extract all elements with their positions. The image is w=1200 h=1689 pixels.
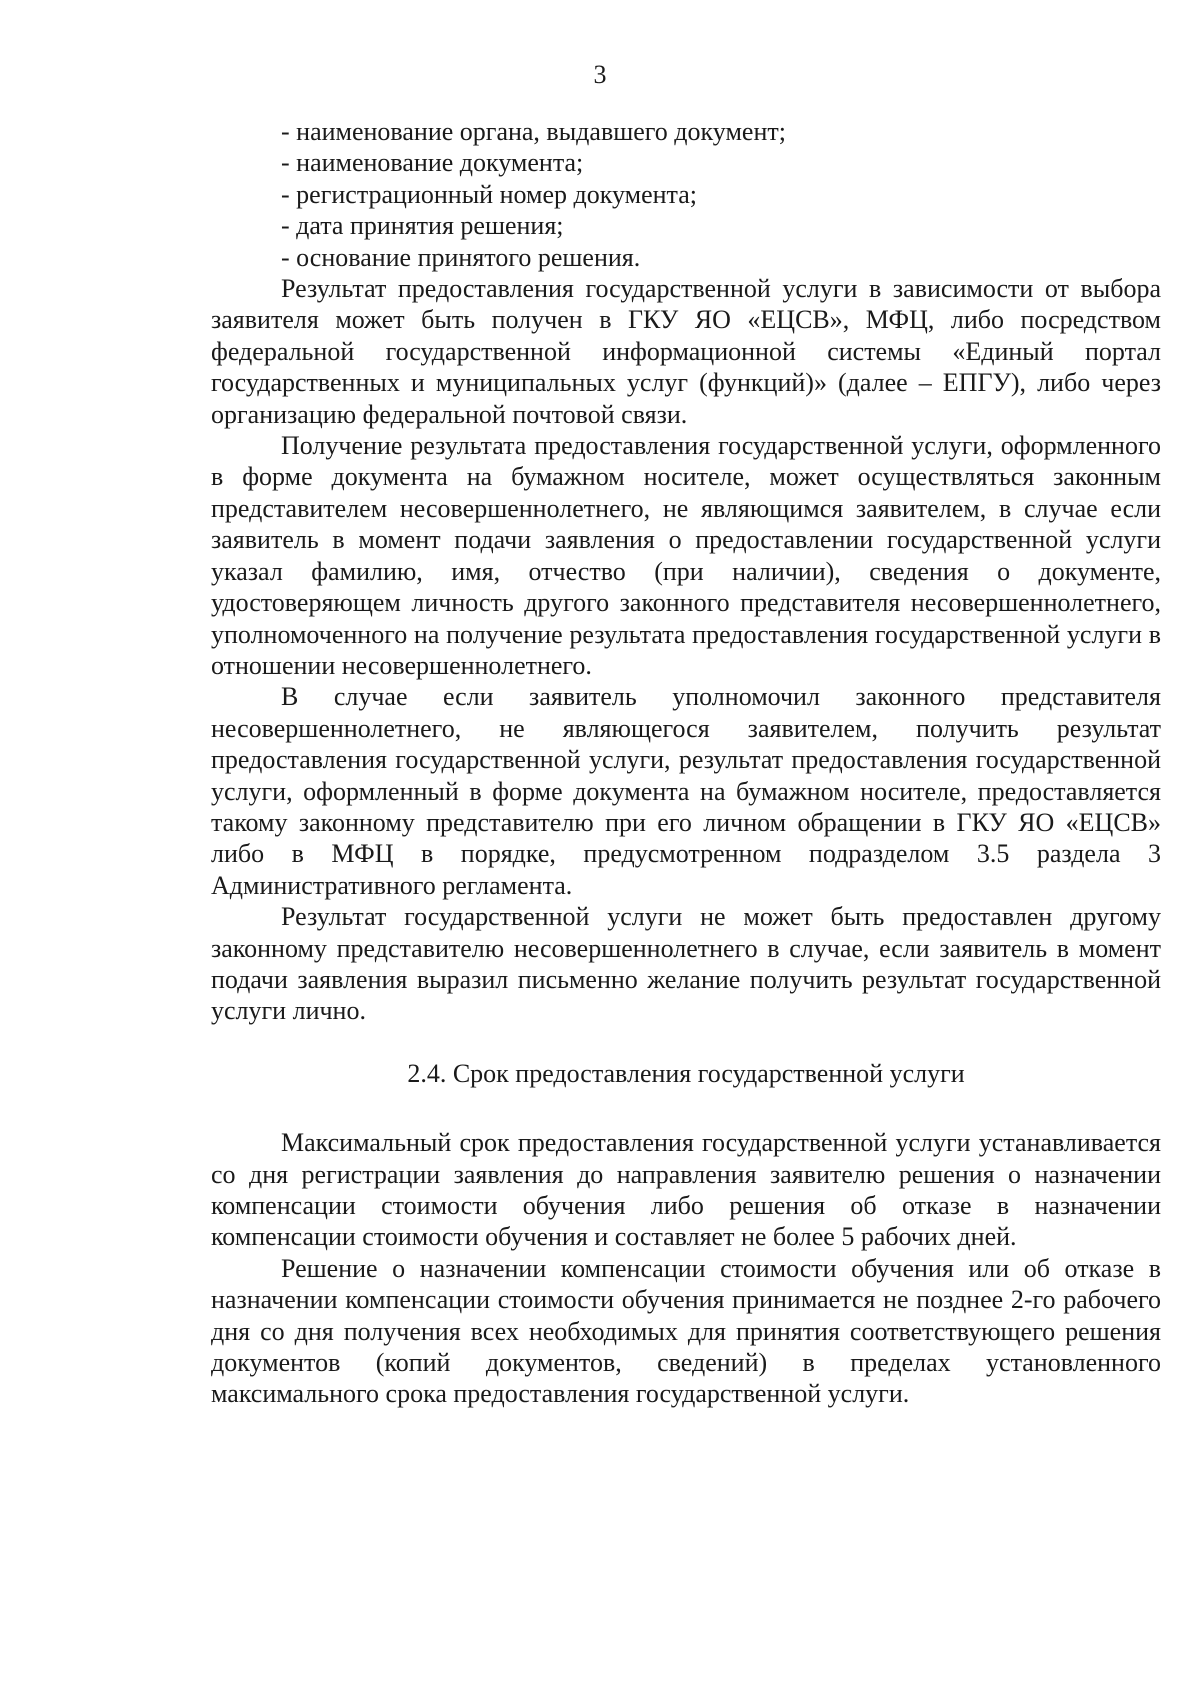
paragraph-authorized-representative: В случае если заявитель уполномочил законного представителя несовершеннолетнего, не являющегося заявителем, получить результат предоставления государственной услуги, результат предоставления государственной услуги, оформленный в форме документа на бумажном носителе, предоставляется такому законному представителю при его личном обращении в ГКУ ЯО «ЕЦСВ» либо в МФЦ в порядке, предусмотренном подразделом 3.5 раздела 3 Административного регламента.: [211, 682, 1161, 900]
paragraph-result-receipt: Получение результата предоставления государственной услуги, оформленного в форме документа на бумажном носителе, может осуществляться законным представителем несовершеннолетнего, не являющимся заявителем, в случае если заявитель в момент подачи заявления о предоставлении государственной услуги указал фамилию, имя, отчество (при наличии), сведения о документе, удостоверяющем личность другого законного представителя несовершеннолетнего, уполномоченного на получение результата предоставления государственной услуги в отношении несовершеннолетнего.: [211, 431, 1161, 680]
document-body: [211, 116, 1161, 1410]
section-heading: 2.4. Срок предоставления государственной услуги: [407, 1058, 965, 1088]
paragraph-decision-term: Решение о назначении компенсации стоимости обучения или об отказе в назначении компенсации стоимости обучения принимается не позднее 2-го рабочего дня со дня получения всех необходимых для принятия соответствующего решения документов (копий документов, сведений) в пределах установленного максимального срока предоставления государственной услуги.: [211, 1253, 1161, 1409]
paragraph-result-restriction: Результат государственной услуги не может быть предоставлен другому законному представителю несовершеннолетнего в случае, если заявитель в момент подачи заявления выразил письменно желание получить результат государственной услуги лично.: [211, 902, 1161, 1026]
list-item: - регистрационный номер документа;: [281, 179, 697, 209]
list-item: - наименование документа;: [281, 148, 584, 178]
paragraph-max-term: Максимальный срок предоставления государственной услуги устанавливается со дня регистрации заявления до направления заявителю решения о назначении компенсации стоимости обучения либо решения об отказе в назначении компенсации стоимости обучения и составляет не более 5 рабочих дней.: [211, 1128, 1161, 1252]
paragraph-result-delivery: Результат предоставления государственной услуги в зависимости от выбора заявителя может быть получен в ГКУ ЯО «ЕЦСВ», МФЦ, либо посредством федеральной государственной информационной системы «Единый портал государственных и муниципальных услуг (функций)» (далее – ЕПГУ), либо через организацию федеральной почтовой связи.: [211, 274, 1161, 429]
list-item: - основание принятого решения.: [281, 242, 641, 272]
list-item: - дата принятия решения;: [281, 211, 564, 241]
page-number: 3: [593, 60, 607, 89]
list-item: - наименование органа, выдавшего документ;: [281, 117, 786, 146]
